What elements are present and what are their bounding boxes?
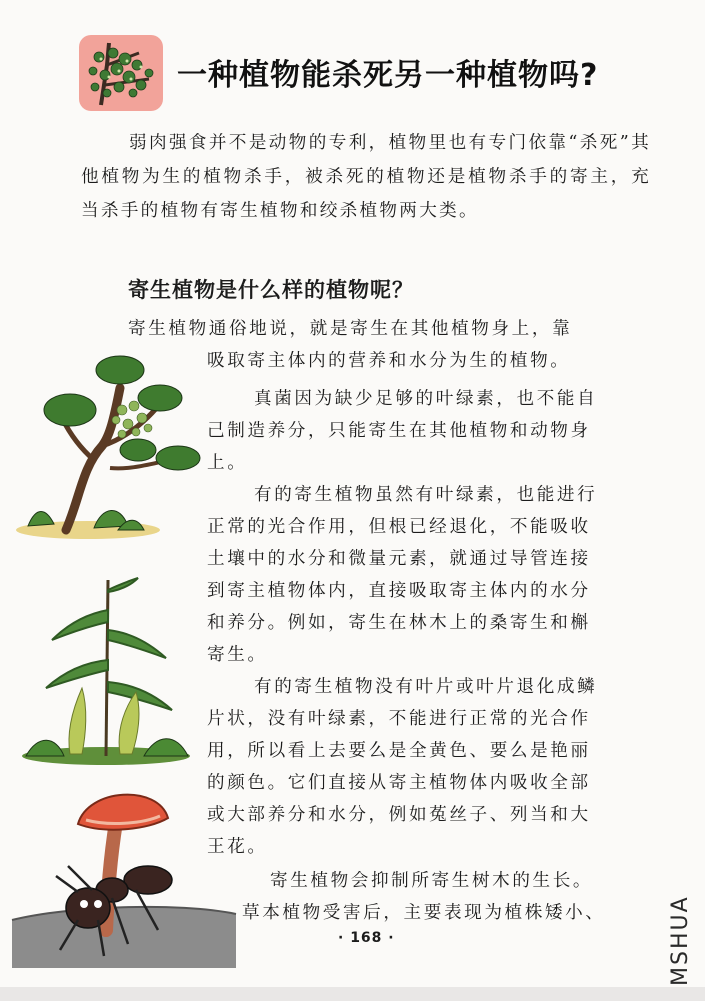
body-line: 上。 — [207, 453, 248, 473]
body-line: 真菌因为缺少足够的叶绿素，也不能自 — [254, 389, 598, 409]
tree-with-mistletoe-illustration — [10, 348, 202, 540]
body-line: 寄生。 — [207, 645, 268, 665]
body-line: 有的寄生植物没有叶片或叶片退化成鳞 — [254, 677, 598, 697]
body-line: 的颜色。它们直接从寄主植物体内吸收全部 — [207, 773, 591, 793]
page-title: 一种植物能杀死另一种植物吗? — [177, 58, 599, 93]
plant-with-parasite-illustration — [16, 570, 196, 766]
mushroom-and-ant-illustration — [8, 780, 240, 968]
body-line: 王花。 — [207, 837, 268, 857]
body-line: 寄生植物会抑制所寄生树木的生长。 — [270, 871, 594, 891]
body-line: 土壤中的水分和微量元素，就通过导管连接 — [207, 549, 591, 569]
body-line: 吸取寄主体内的营养和水分为生的植物。 — [207, 351, 571, 371]
watermark-text: MSHUA — [668, 895, 693, 986]
body-line: 有的寄生植物虽然有叶绿素，也能进行 — [254, 485, 598, 505]
body-line: 或大部养分和水分，例如菟丝子、列当和大 — [207, 805, 591, 825]
body-line: 正常的光合作用，但根已经退化，不能吸收 — [207, 517, 591, 537]
body-line: 用，所以看上去要么是全黄色、要么是艳丽 — [207, 741, 591, 761]
intro-paragraph: 弱肉强食并不是动物的专利，植物里也有专门依靠“杀死”其他植物为生的植物杀手，被杀死的植物还是植物杀手的寄主，充当杀手的植物有寄生植物和绞杀植物两大类。 — [81, 133, 651, 221]
body-line: 片状，没有叶绿素，不能进行正常的光合作 — [207, 709, 591, 729]
body-line: 寄生植物通俗地说，就是寄生在其他植物身上，靠 — [128, 319, 573, 339]
mistletoe-icon — [79, 35, 163, 111]
body-line: 草本植物受害后，主要表现为植株矮小、 — [242, 903, 606, 923]
body-line: 和养分。例如，寄生在林木上的桑寄生和槲 — [207, 613, 591, 633]
body-line: 己制造养分，只能寄生在其他植物和动物身 — [207, 421, 591, 441]
section-heading: 寄生植物是什么样的植物呢？ — [128, 278, 414, 302]
page-bottom-edge — [0, 987, 705, 1001]
page-number: · 168 · — [338, 930, 395, 946]
body-line: 到寄主植物体内，直接吸取寄主体内的水分 — [207, 581, 591, 601]
